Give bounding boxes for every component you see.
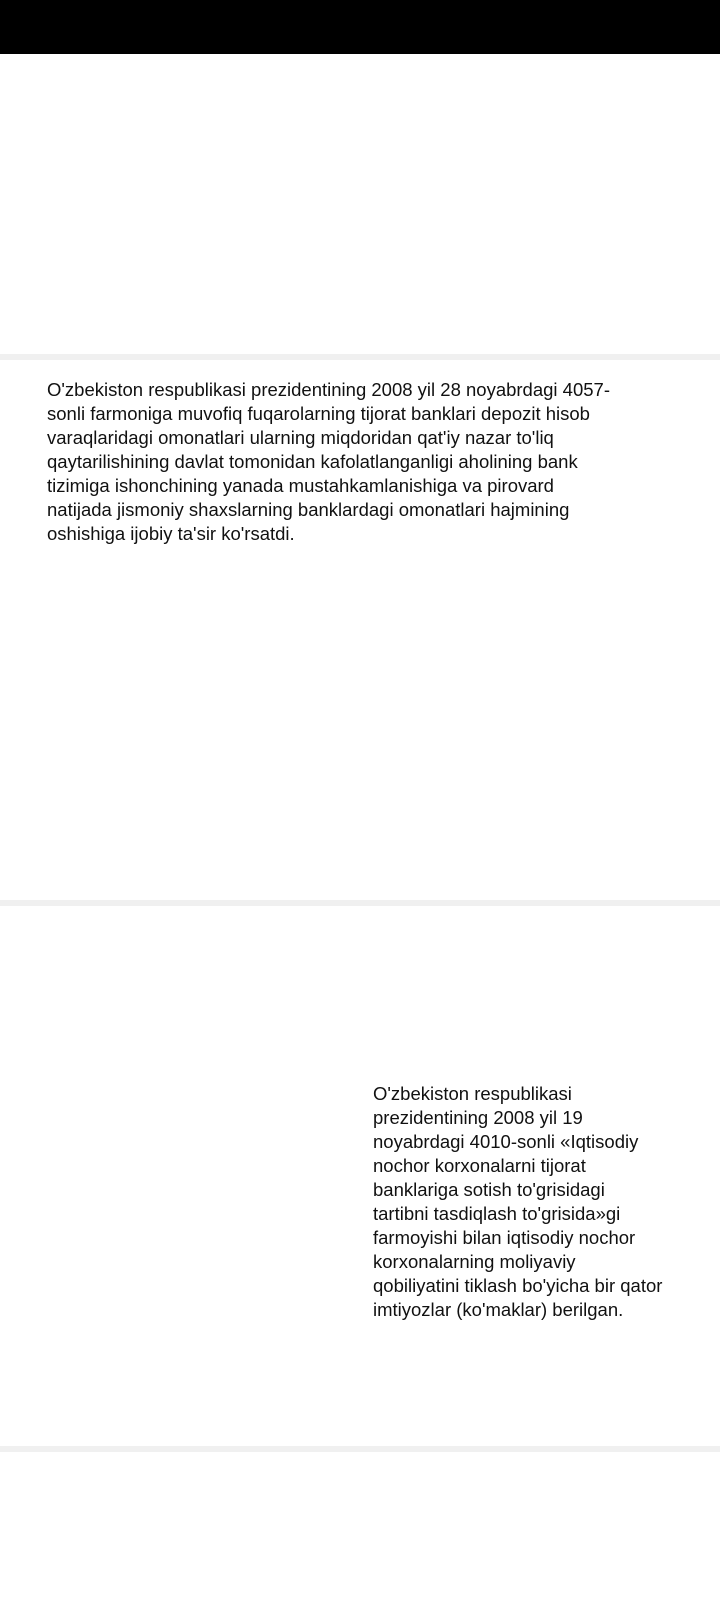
document-page-4 (0, 1452, 720, 1600)
document-page-3 (0, 906, 720, 1446)
page-paragraph: O'zbekiston respublikasi prezidentining 2008 yil 19 noyabrdagi 4010-sonli «Iqtisodiy nochor korxonalarni tijorat banklariga sotish to'grisidagi tartibni tasdiqlash to'grisida»gi farmoyishi bilan iqtisodiy nochor korxonalarning moliyaviy qobiliyatini tiklash bo'yicha bir qator imtiyozlar (ko'maklar) berilgan. (373, 1083, 663, 1320)
page-paragraph: O'zbekiston respublikasi prezidentining 2008 yil 28 noyabrdagi 4057-sonli farmoniga muvofiq fuqarolarning tijorat banklari depozit hisob varaqlaridagi omonatlari ularning miqdoridan qat'iy nazar to'liq qaytarilishining davlat tomonidan kafolatlanganligi aholining bank tizimiga ishonchining yanada mustahkamlanishiga va pirovard natijada jismoniy shaxslarning banklardagi omonatlari hajmining oshishiga ijobiy ta'sir ko'rsatdi. (47, 379, 610, 544)
status-bar (0, 0, 720, 54)
document-page-1 (0, 54, 720, 354)
document-page-2 (0, 360, 720, 900)
